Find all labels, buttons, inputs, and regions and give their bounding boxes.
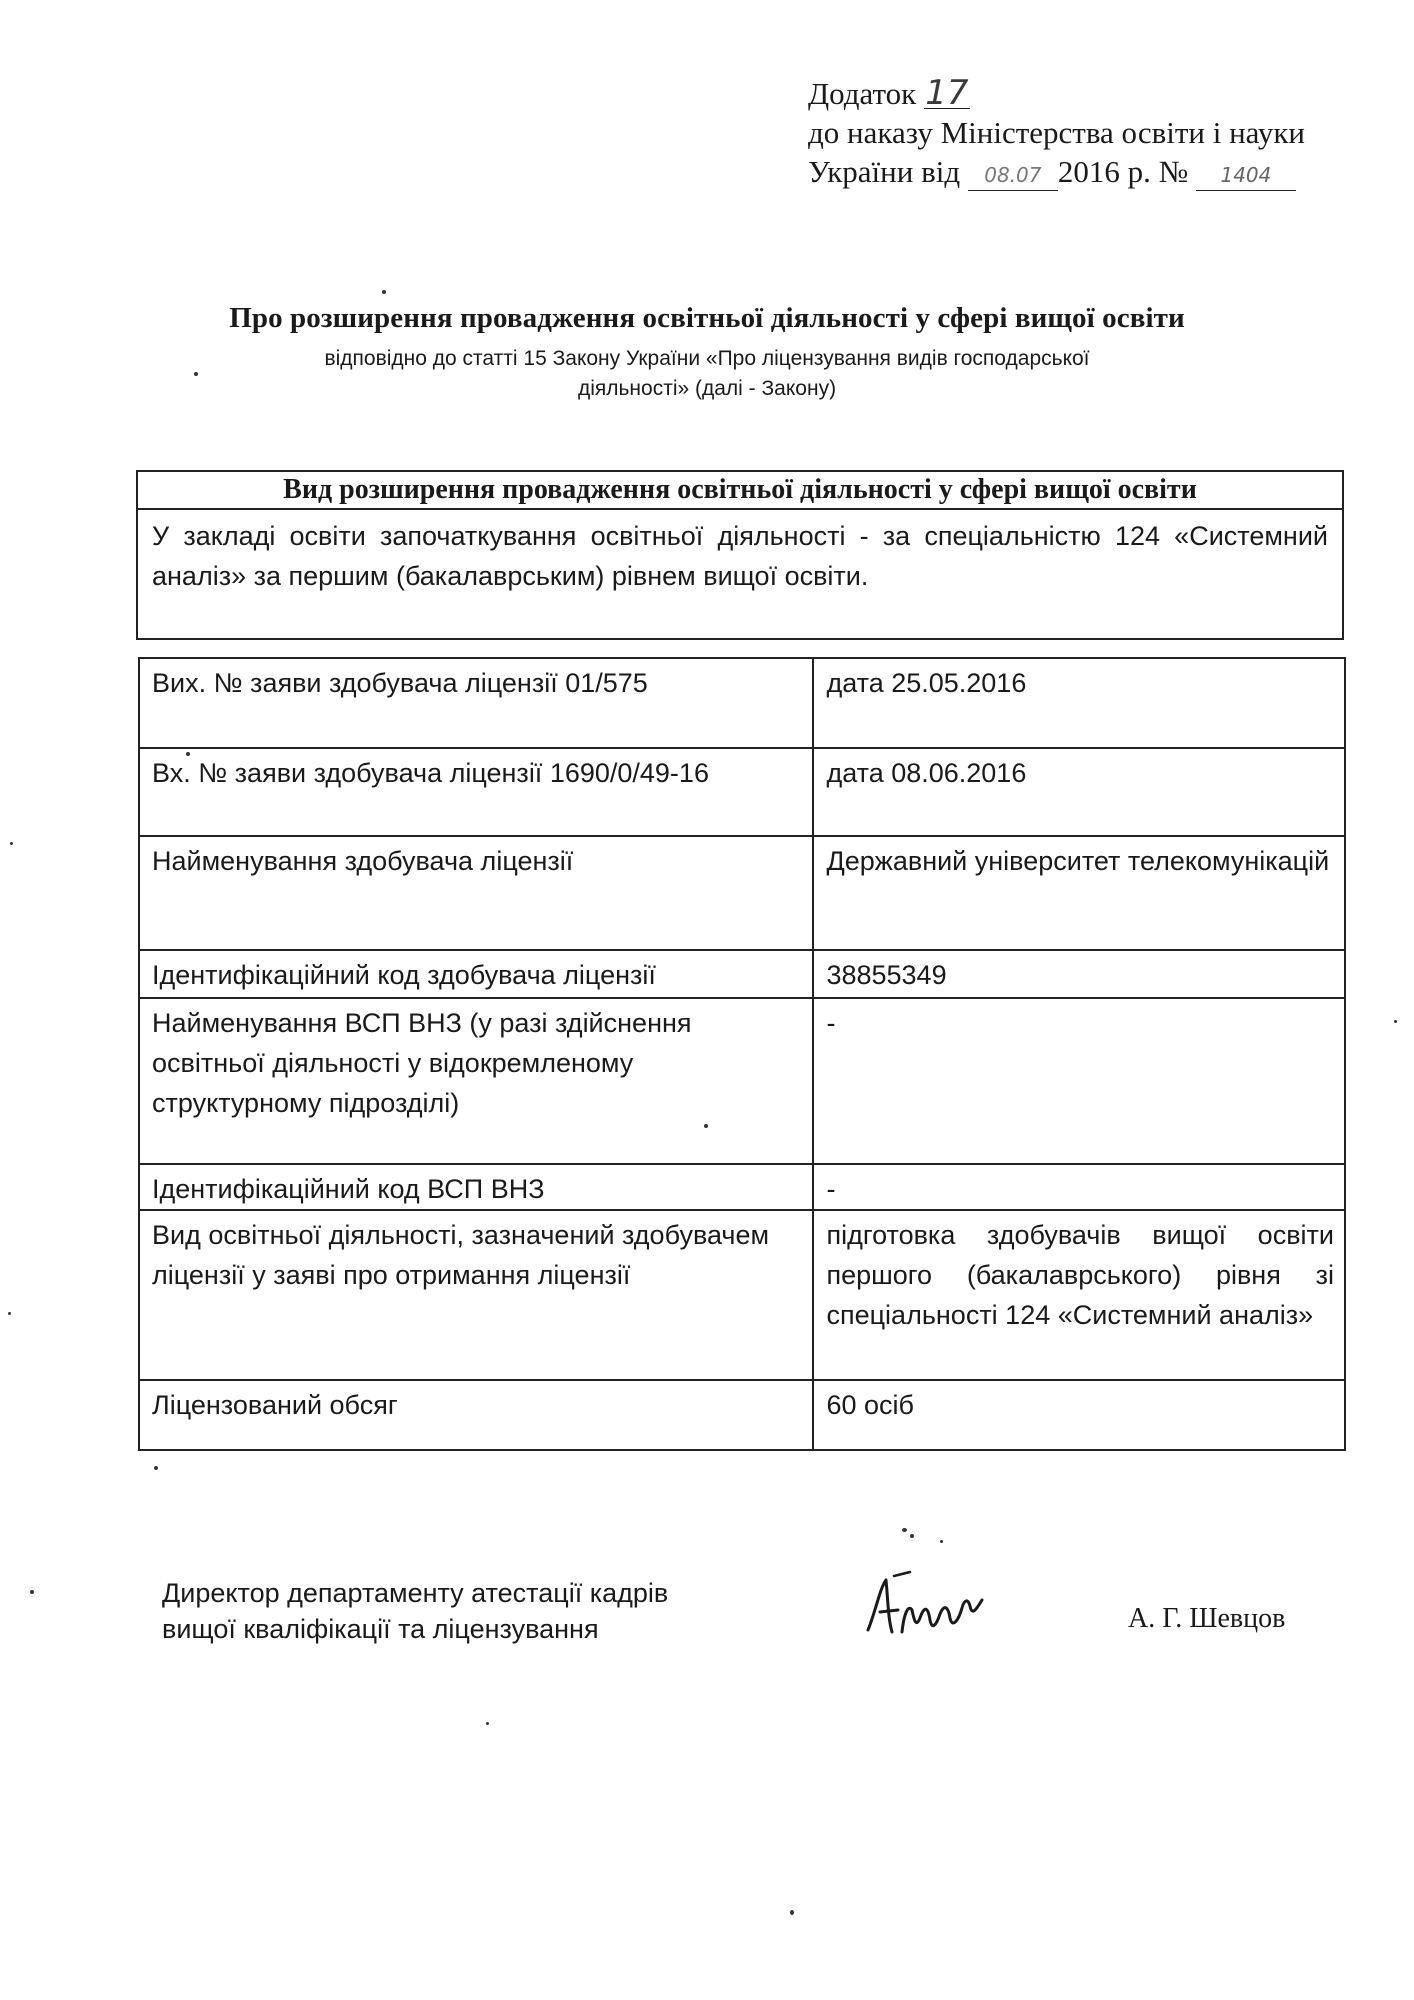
scan-speck xyxy=(194,372,198,376)
row-value: дата 25.05.2016 xyxy=(813,658,1345,748)
table-row xyxy=(139,1164,1345,1210)
row-value: Державний університет телекомунікацій xyxy=(813,836,1345,950)
expansion-type-text: У закладі освіти започаткування освітньої діяльності - за спеціальністю 124 «Системний аналіз» за першим (бакалаврським) рівнем вищої освіти. xyxy=(152,521,1328,591)
row-label: Вих. № заяви здобувача ліцензії 01/575 xyxy=(139,658,813,748)
row-value: підготовка здобувачів вищої освіти першого (бакалаврського) рівня зі спеціальності 124 «Системний аналіз» xyxy=(813,1210,1345,1380)
row-value: дата 08.06.2016 xyxy=(813,748,1345,836)
row-value: - xyxy=(813,998,1345,1164)
expansion-type-box xyxy=(136,470,1344,640)
scan-speck xyxy=(8,1312,11,1315)
row-value: 60 осіб xyxy=(813,1380,1345,1450)
signatory-name: А. Г. Шевцов xyxy=(1128,1603,1286,1634)
addendum-line-2: до наказу Міністерства освіти і науки xyxy=(808,115,1306,150)
row-label: Ідентифікаційний код ВСП ВНЗ xyxy=(139,1164,813,1210)
subtitle-line-2: діяльності» (далі - Закону) xyxy=(577,377,837,400)
scan-speck xyxy=(154,1466,158,1470)
signatory-position xyxy=(162,1575,668,1647)
scan-speck xyxy=(940,1540,943,1543)
table-row xyxy=(139,836,1345,950)
addendum-label: Додаток xyxy=(808,76,917,111)
scan-speck xyxy=(1394,1020,1397,1023)
scan-speck xyxy=(382,290,386,294)
addendum-number: 17 xyxy=(925,73,969,113)
order-number-handwritten: 1404 xyxy=(1196,160,1296,191)
addendum-line-1 xyxy=(808,74,1305,113)
scan-speck xyxy=(902,1528,907,1532)
signatory-position-line-2: вищої кваліфікації та ліцензування xyxy=(162,1614,599,1644)
table-row xyxy=(139,1210,1345,1380)
scan-speck xyxy=(486,1722,489,1725)
scan-speck xyxy=(790,1910,794,1915)
scan-speck xyxy=(910,1534,914,1538)
license-details-table xyxy=(138,657,1346,1451)
addendum-header xyxy=(808,74,1305,191)
scan-speck xyxy=(10,842,13,845)
row-label: Ліцензований обсяг xyxy=(139,1380,813,1450)
row-label: Вх. № заяви здобувача ліцензії 1690/0/49-16 xyxy=(139,748,813,836)
scan-speck xyxy=(30,1590,34,1594)
addendum-line-3-prefix: України від xyxy=(808,154,961,189)
row-label: Найменування здобувача ліцензії xyxy=(139,836,813,950)
table-row xyxy=(139,1380,1345,1450)
row-label: Найменування ВСП ВНЗ (у разі здійснення освітньої діяльності у відокремленому структурному підрозділі) xyxy=(139,998,813,1164)
scan-speck xyxy=(186,752,190,756)
expansion-type-header: Вид розширення провадження освітньої діяльності у сфері вищої освіти xyxy=(138,472,1342,510)
document-title: Про розширення провадження освітньої діяльності у сфері вищої освіти xyxy=(229,302,1185,334)
row-value: - xyxy=(813,1164,1345,1210)
subtitle-line-1: відповідно до статті 15 Закону України «Про ліцензування видів господарської xyxy=(324,347,1090,370)
signatory-position-line-1: Директор департаменту атестації кадрів xyxy=(162,1578,669,1608)
table-row xyxy=(139,748,1345,836)
order-date-handwritten: 08.07 xyxy=(968,160,1058,191)
scan-speck xyxy=(704,1124,708,1128)
table-row xyxy=(139,998,1345,1164)
addendum-line-3 xyxy=(808,152,1305,191)
table-row xyxy=(139,950,1345,998)
handwritten-signature xyxy=(858,1570,988,1650)
document-subtitle xyxy=(200,344,1214,404)
table-row xyxy=(139,658,1345,748)
row-value: 38855349 xyxy=(813,950,1345,998)
row-label: Ідентифікаційний код здобувача ліцензії xyxy=(139,950,813,998)
row-label: Вид освітньої діяльності, зазначений здобувачем ліцензії у заяві про отримання ліцензії xyxy=(139,1210,813,1380)
addendum-line-3-middle: 2016 р. № xyxy=(1057,154,1189,189)
